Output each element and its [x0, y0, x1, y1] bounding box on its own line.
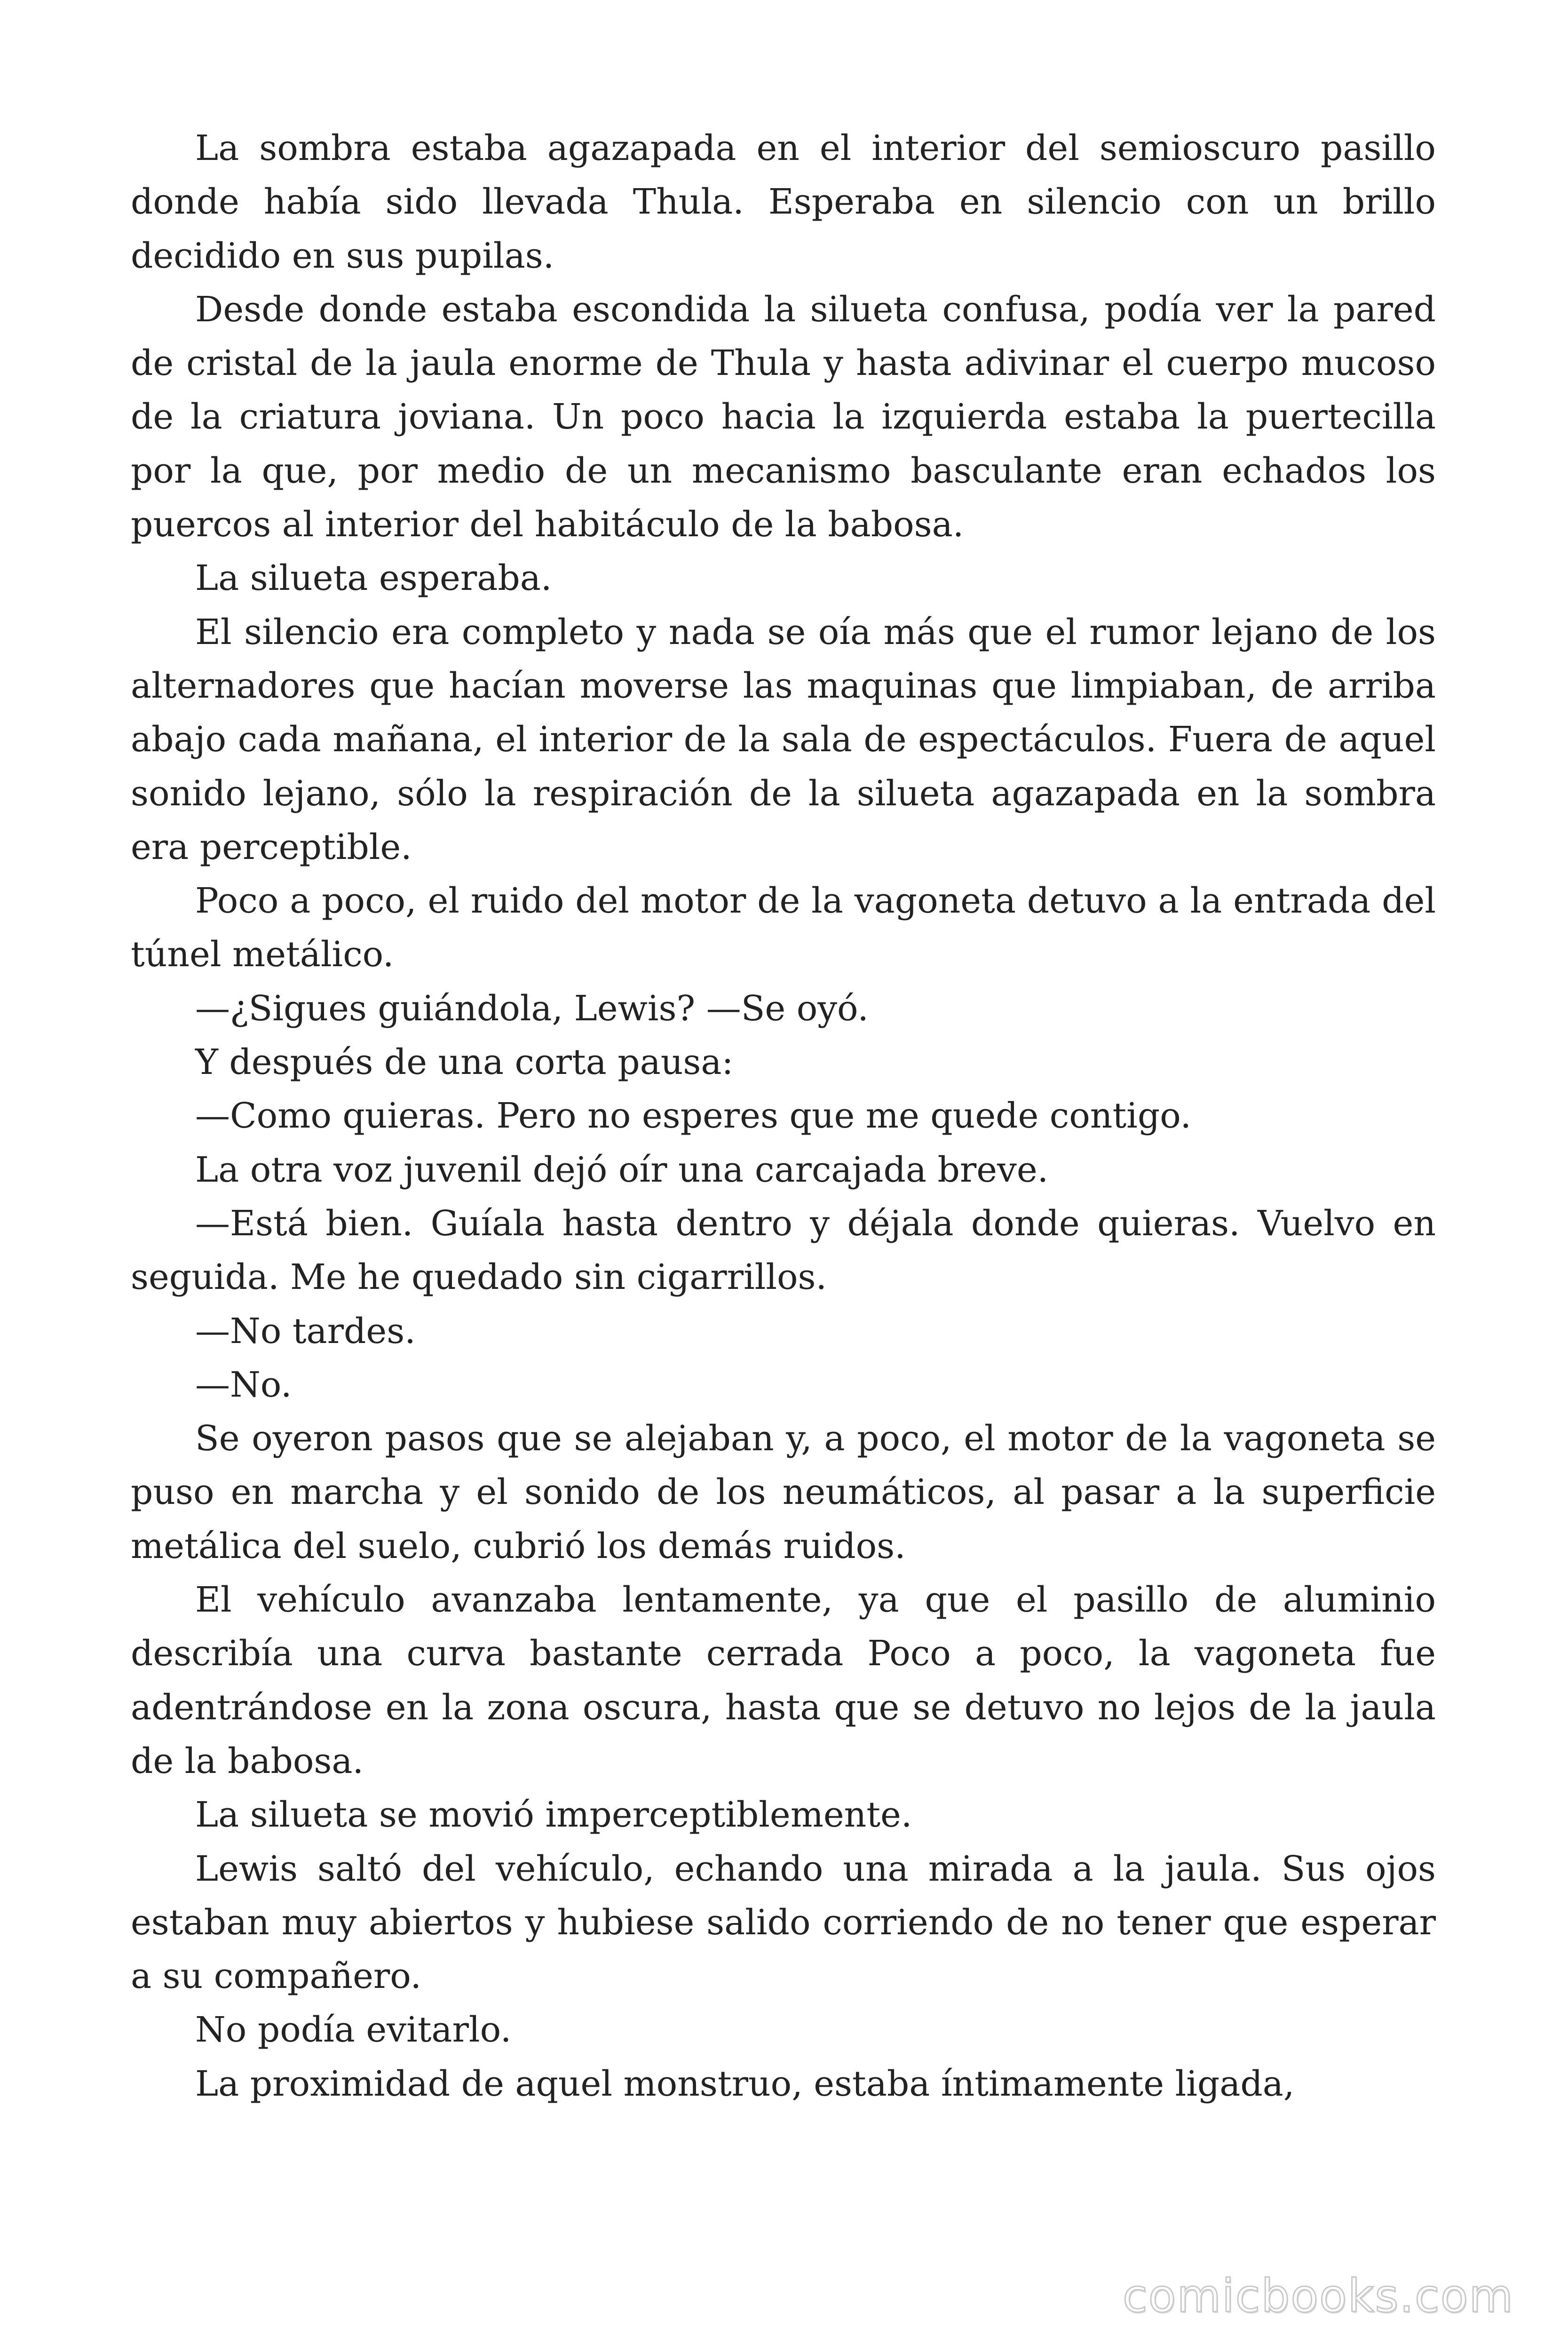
paragraph: La silueta esperaba.	[195, 558, 552, 599]
paragraph: La proximidad de aquel monstruo, estaba íntimamente ligada,	[195, 2063, 1295, 2104]
paragraph: Desde donde estaba escondida la silueta confusa, podía ver la pared de cristal de la jaula enorme de Thula y hasta adivinar el cuerpo mucoso de la criatura joviana. Un poco hacia la izquierda estaba la puertecilla por la que, por medio de un mecanismo basculante eran echados los puercos al interior del habitáculo de la babosa.	[131, 289, 1436, 545]
dialogue-line: —¿Sigues guiándola, Lewis? —Se oyó.	[195, 988, 869, 1029]
paragraph: No podía evitarlo.	[195, 2010, 512, 2050]
paragraph: La otra voz juvenil dejó oír una carcajada breve.	[195, 1149, 1049, 1190]
dialogue-line: —Está bien. Guíala hasta dentro y déjala donde quieras. Vuelvo en seguida. Me he quedado sin cigarrillos.	[131, 1203, 1436, 1298]
paragraph: Poco a poco, el ruido del motor de la vagoneta detuvo a la entrada del túnel metálico.	[131, 881, 1436, 975]
paragraph: El silencio era completo y nada se oía más que el rumor lejano de los alternadores que hacían moverse las maquinas que limpiaban, de arriba abajo cada mañana, el interior de la sala de espectáculos. Fuera de aquel sonido lejano, sólo la respiración de la silueta agazapada en la sombra era perceptible.	[131, 612, 1436, 867]
dialogue-line: —No.	[195, 1364, 292, 1405]
paragraph: Lewis saltó del vehículo, echando una mirada a la jaula. Sus ojos estaban muy abiertos y hubiese salido corriendo de no tener que esperar a su compañero.	[131, 1848, 1436, 1997]
dialogue-line: —No tardes.	[195, 1311, 416, 1351]
paragraph: La sombra estaba agazapada en el interior del semioscuro pasillo donde había sido llevada Thula. Esperaba en silencio con un brillo decidido en sus pupilas.	[131, 128, 1436, 276]
paragraph: La silueta se movió imperceptiblemente.	[195, 1795, 912, 1836]
dialogue-line: —Como quieras. Pero no esperes que me quede contigo.	[195, 1096, 1191, 1136]
body-text	[131, 121, 1436, 2111]
watermark: comicbooks.com	[1122, 2270, 1514, 2322]
paragraph: Y después de una corta pausa:	[195, 1042, 734, 1083]
paragraph: Se oyeron pasos que se alejaban y, a poco, el motor de la vagoneta se puso en marcha y el sonido de los neumáticos, al pasar a la superficie metálica del suelo, cubrió los demás ruidos.	[131, 1418, 1436, 1566]
paragraph: El vehículo avanzaba lentamente, ya que el pasillo de aluminio describía una curva bastante cerrada Poco a poco, la vagoneta fue adentrándose en la zona oscura, hasta que se detuvo no lejos de la jaula de la babosa.	[131, 1580, 1436, 1781]
